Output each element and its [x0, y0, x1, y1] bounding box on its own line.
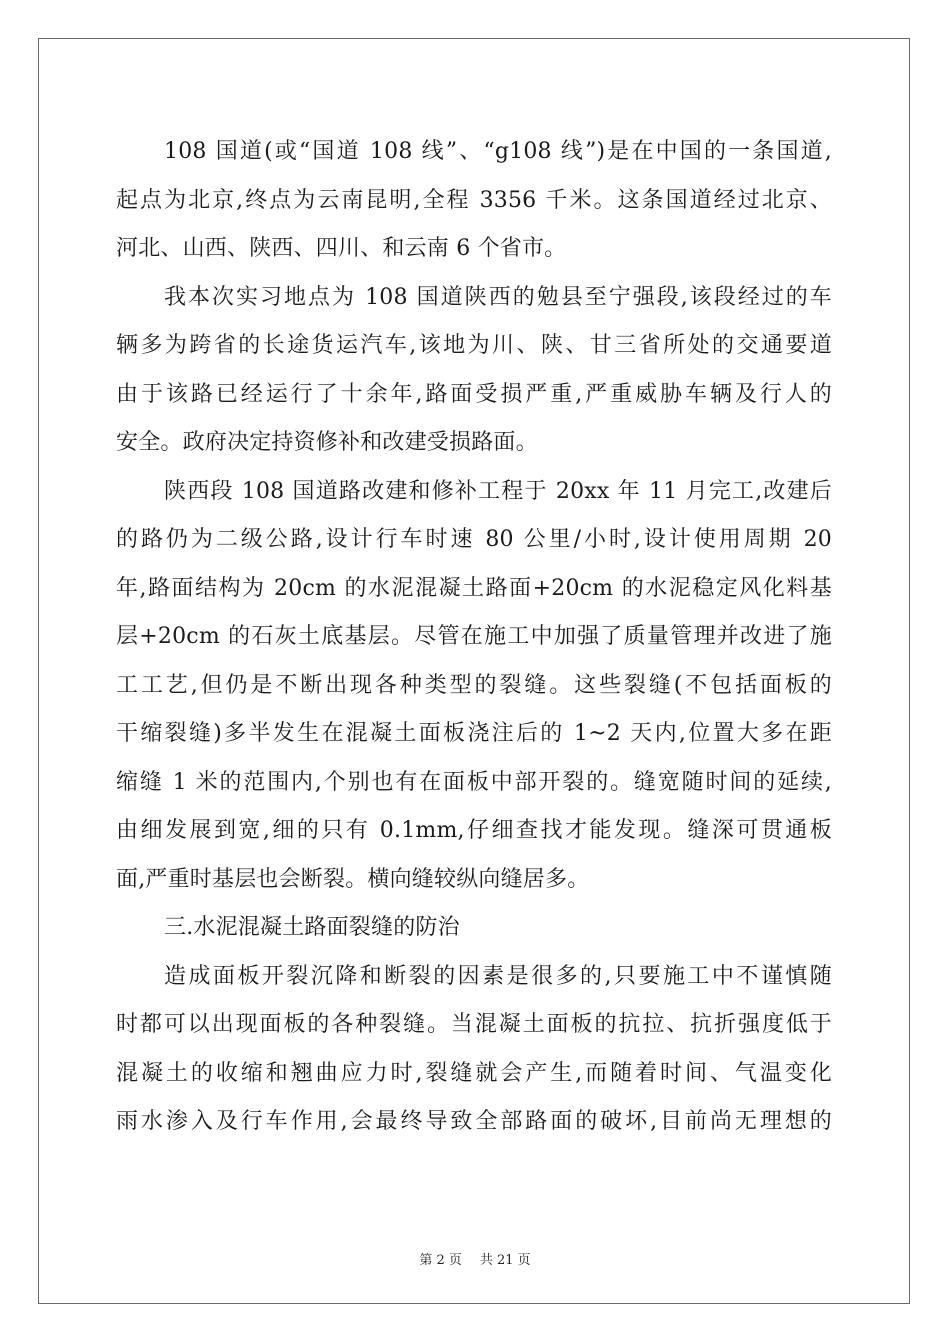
total-pages: 共 21 页: [479, 1253, 531, 1268]
text-line: 安全。政府决定持资修补和改建受损路面。: [116, 430, 538, 455]
text-line: 由于该路已经运行了十余年,路面受损严重,严重威胁车辆及行人的: [116, 381, 832, 407]
page-number: 第 2 页: [419, 1253, 462, 1268]
text-line: 面,严重时基层也会断裂。横向缝较纵向缝居多。: [116, 866, 590, 892]
text-line: 混凝土的收缩和翘曲应力时,裂缝就会产生,而随着时间、气温变化: [116, 1060, 832, 1086]
text-line: 起点为北京,终点为云南昆明,全程 3356 千米。这条国道经过北京、: [116, 187, 832, 213]
text-line: 陕西段 108 国道路改建和修补工程于 20xx 年 11 月完工,改建后: [164, 478, 832, 504]
text-line: 108 国道(或“国道 108 线”、“g108 线”)是在中国的一条国道,: [164, 139, 832, 164]
text-line: 辆多为跨省的长途货运汽车,该地为川、陕、甘三省所处的交通要道: [116, 333, 832, 358]
text-line: 的路仍为二级公路,设计行车时速 80 公里/小时,设计使用周期 20: [116, 527, 832, 552]
text-line: 干缩裂缝)多半发生在混凝土面板浇注后的 1~2 天内,位置大多在距: [116, 721, 832, 746]
text-line: 雨水渗入及行车作用,会最终导致全部路面的破坏,目前尚无理想的: [116, 1109, 832, 1134]
text-line: 由细发展到宽,细的只有 0.1mm,仔细查找才能发现。缝深可贯通板: [116, 818, 832, 843]
text-line: 我本次实习地点为 108 国道陕西的勉县至宁强段,该段经过的车: [164, 284, 832, 310]
document-body: [116, 128, 832, 1147]
text-line: 工工艺,但仍是不断出现各种类型的裂缝。这些裂缝(不包括面板的: [116, 672, 832, 698]
text-line: 年,路面结构为 20cm 的水泥混凝土路面+20cm 的水泥稳定风化料基: [116, 575, 832, 601]
text-line: 造成面板开裂沉降和断裂的因素是很多的,只要施工中不谨慎随: [164, 963, 832, 989]
page-footer: [0, 1249, 950, 1268]
text-line: 河北、山西、陕西、四川、和云南 6 个省市。: [116, 236, 567, 261]
section-heading: 三.水泥混凝土路面裂缝的防治: [164, 915, 460, 940]
text-line: 缩缝 1 米的范围内,个别也有在面板中部开裂的。缝宽随时间的延续,: [116, 769, 832, 795]
text-line: 层+20cm 的石灰土底基层。尽管在施工中加强了质量管理并改进了施: [116, 624, 832, 649]
text-line: 时都可以出现面板的各种裂缝。当混凝土面板的抗拉、抗折强度低于: [116, 1012, 832, 1037]
